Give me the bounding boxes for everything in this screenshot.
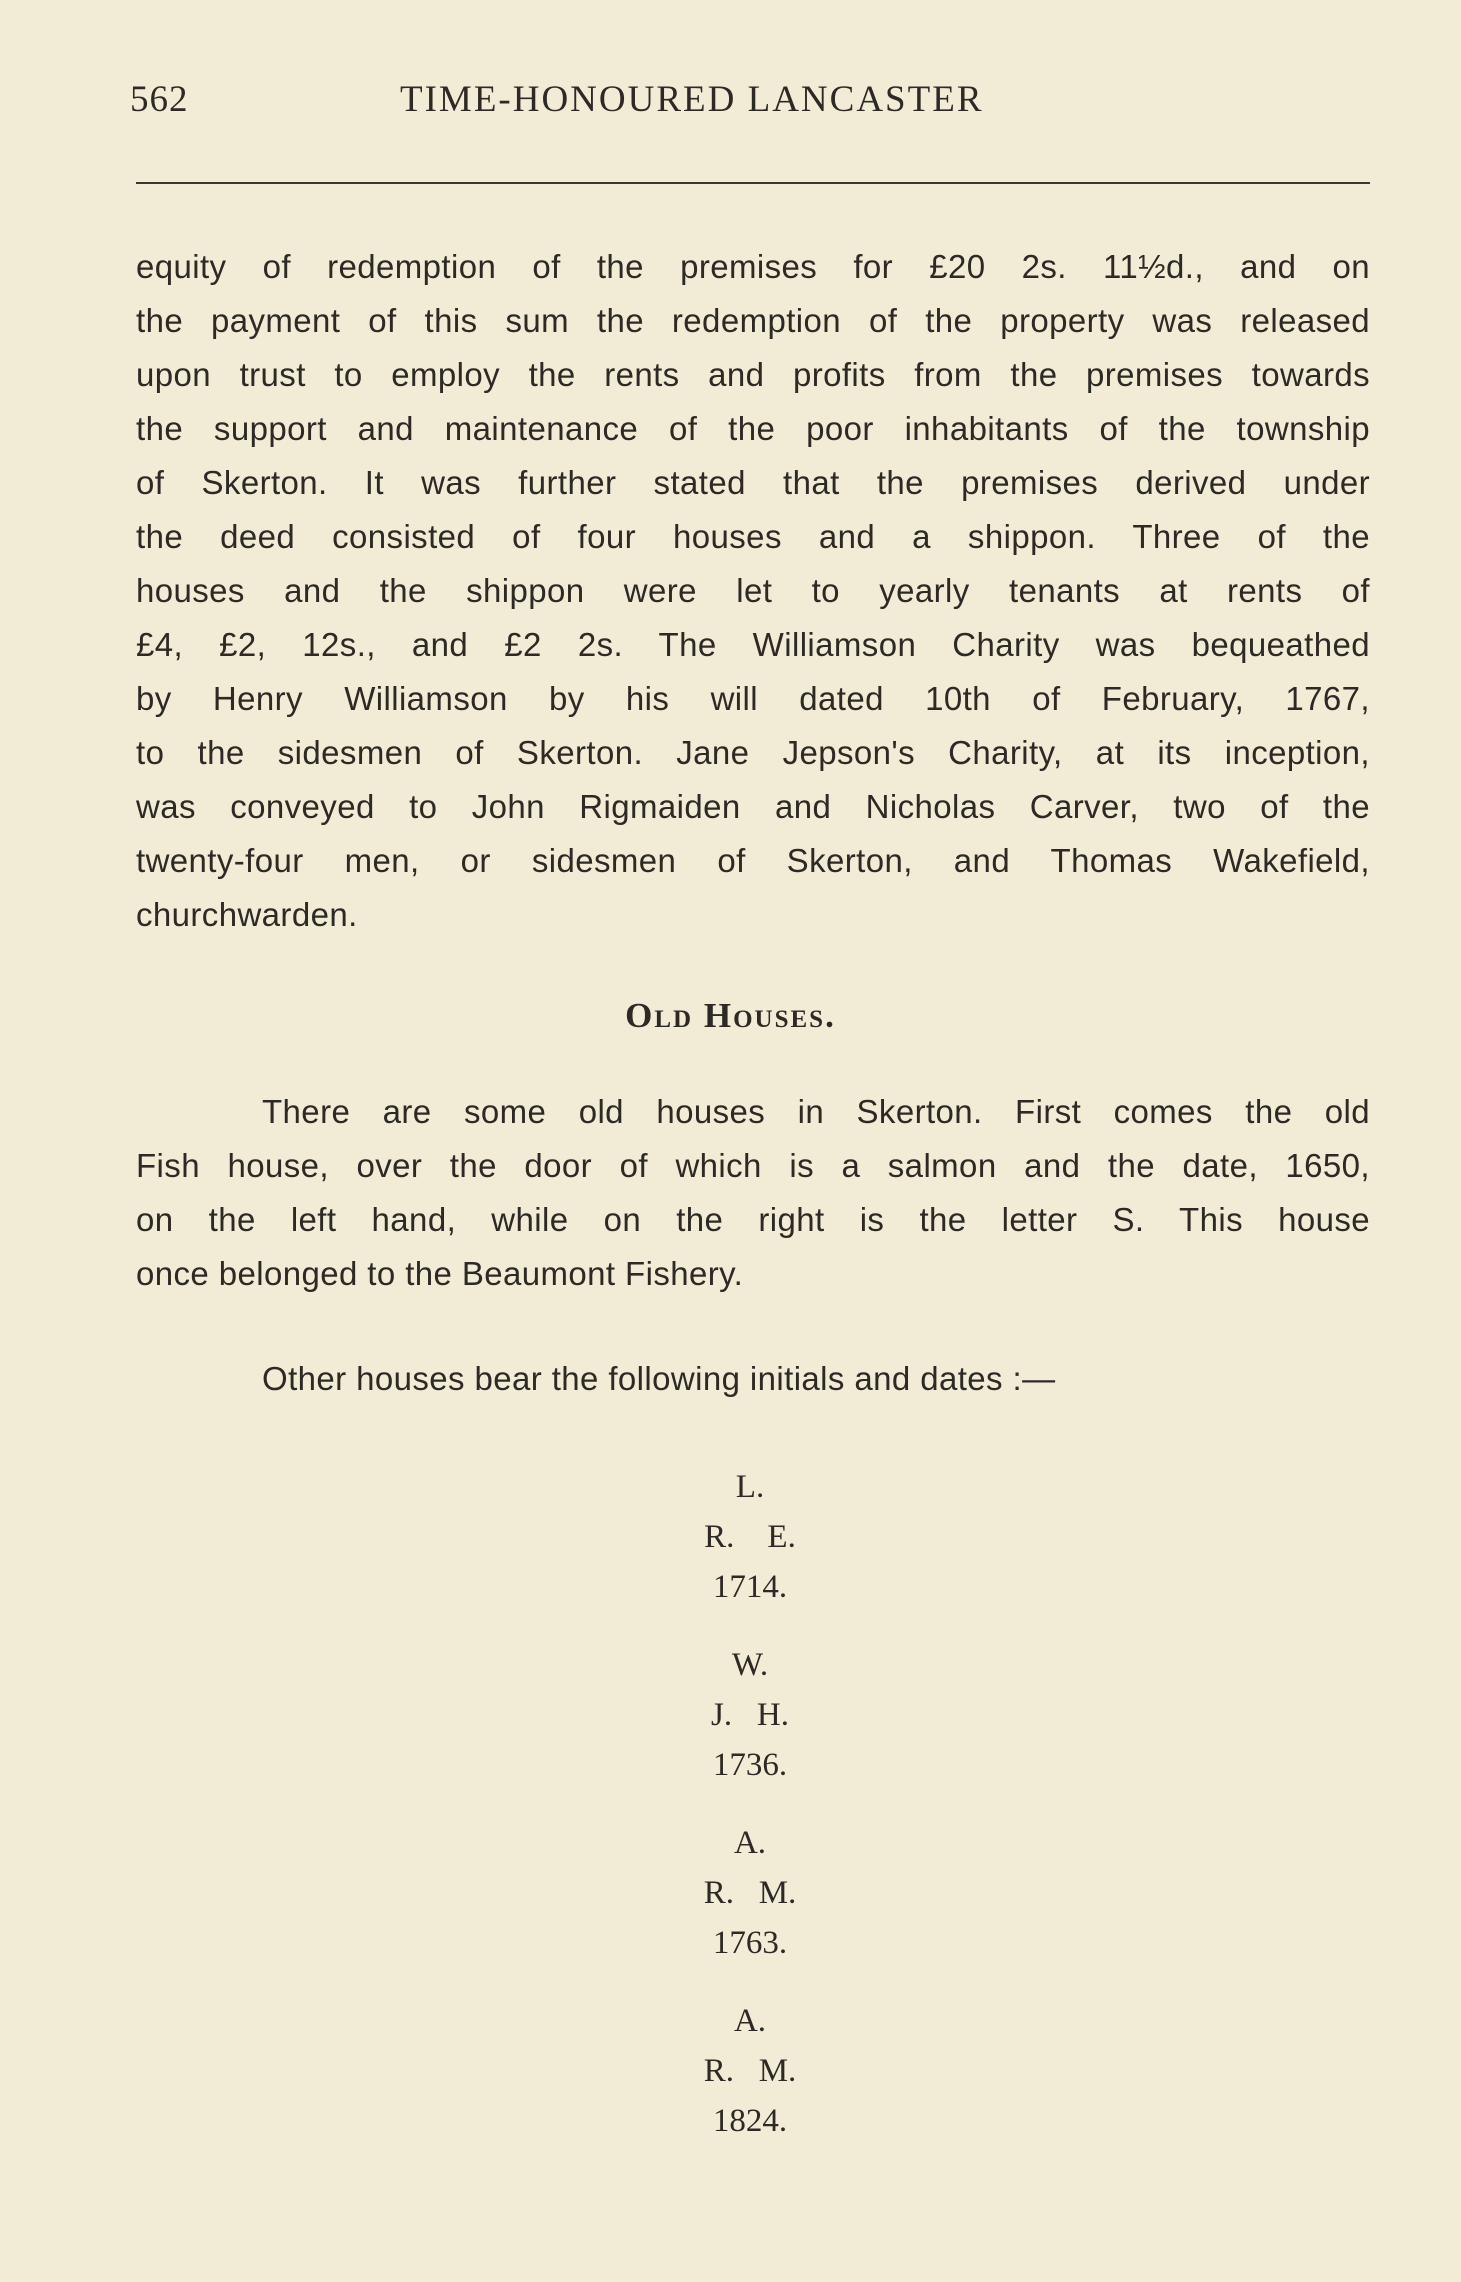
inscription bbox=[630, 1996, 870, 2146]
text-line: Fish house, over the door of which is a salmon and the date, 1650, bbox=[136, 1147, 1370, 1184]
inscription bbox=[630, 1818, 870, 1968]
inscription-top: A. bbox=[733, 2003, 767, 2039]
text-line: equity of redemption of the premises for £20 2s. 11½d., and on bbox=[136, 248, 1370, 285]
text-line: of Skerton. It was further stated that the premises derived under bbox=[136, 464, 1370, 501]
text-line: once belonged to the Beaumont Fishery. bbox=[136, 1255, 744, 1292]
running-title: TIME-HONOURED LANCASTER bbox=[400, 79, 984, 120]
section-heading: Old Houses. bbox=[625, 996, 836, 1035]
text-line: £4, £2, 12s., and £2 2s. The Williamson Charity was bequeathed bbox=[136, 626, 1370, 663]
paragraph-initials-intro: Other houses bear the following initials and dates :— bbox=[262, 1360, 1056, 1397]
inscription-initials: R. E. bbox=[704, 1519, 796, 1555]
text-line: churchwarden. bbox=[136, 896, 358, 933]
text-line: twenty-four men, or sidesmen of Skerton, and Thomas Wakefield, bbox=[136, 842, 1370, 879]
inscription bbox=[630, 1462, 870, 1612]
inscription-initials: R. M. bbox=[703, 1875, 797, 1911]
paragraph-charities bbox=[136, 240, 1370, 942]
inscriptions-list bbox=[630, 1462, 870, 2174]
text-line: There are some old houses in Skerton. First comes the old bbox=[262, 1093, 1370, 1130]
text-line: houses and the shippon were let to yearly tenants at rents of bbox=[136, 572, 1370, 609]
inscription-top: W. bbox=[731, 1647, 769, 1683]
text-line: the payment of this sum the redemption of the property was released bbox=[136, 302, 1370, 339]
text-line: the deed consisted of four houses and a shippon. Three of the bbox=[136, 518, 1370, 555]
text-line: by Henry Williamson by his will dated 10th of February, 1767, bbox=[136, 680, 1370, 717]
inscription-date: 1824. bbox=[712, 2103, 788, 2139]
paragraph-old-houses bbox=[136, 1085, 1370, 1301]
text-line: upon trust to employ the rents and profits from the premises towards bbox=[136, 356, 1370, 393]
inscription bbox=[630, 1640, 870, 1790]
page-header bbox=[130, 78, 1370, 138]
page-number: 562 bbox=[130, 79, 189, 120]
text-line: to the sidesmen of Skerton. Jane Jepson's Charity, at its inception, bbox=[136, 734, 1370, 771]
inscription-date: 1736. bbox=[712, 1747, 788, 1783]
text-line: the support and maintenance of the poor inhabitants of the township bbox=[136, 410, 1370, 447]
inscription-top: L. bbox=[735, 1469, 765, 1505]
text-line: was conveyed to John Rigmaiden and Nicholas Carver, two of the bbox=[136, 788, 1370, 825]
inscription-date: 1763. bbox=[712, 1925, 788, 1961]
text-line: on the left hand, while on the right is the letter S. This house bbox=[136, 1201, 1370, 1238]
header-rule bbox=[136, 182, 1370, 184]
inscription-initials: J. H. bbox=[711, 1697, 789, 1733]
inscription-initials: R. M. bbox=[703, 2053, 797, 2089]
inscription-date: 1714. bbox=[712, 1569, 788, 1605]
inscription-top: A. bbox=[733, 1825, 767, 1861]
